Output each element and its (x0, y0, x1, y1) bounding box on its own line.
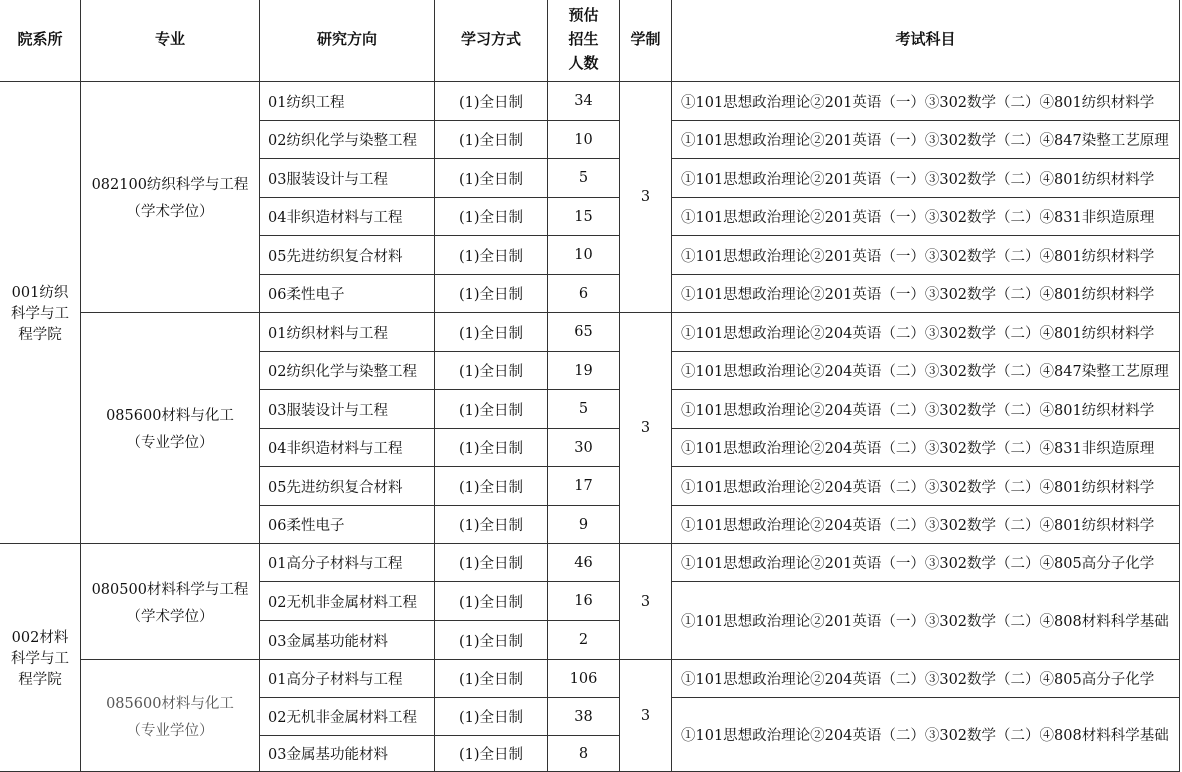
header-mode: 学习方式 (435, 0, 548, 82)
major-cell (81, 660, 260, 772)
mode-cell: (1)全日制 (435, 506, 548, 544)
major-name: 082100纺织科学与工程 (91, 177, 249, 193)
quota-cell: 106 (548, 660, 620, 698)
mode-cell: (1)全日制 (435, 544, 548, 582)
major-name: 080500材料科学与工程 (91, 581, 249, 598)
table-row (0, 313, 1180, 352)
quota-cell: 34 (548, 82, 620, 121)
major-cell (81, 544, 260, 660)
college-name-line3: 程学院 (18, 327, 62, 343)
table-row (0, 544, 1180, 582)
quota-cell: 5 (548, 159, 620, 198)
quota-cell: 46 (548, 544, 620, 582)
years-cell: 3 (620, 82, 672, 313)
exam-cell: ①101思想政治理论②201英语（一）③302数学（二）④801纺织材料学 (672, 82, 1180, 121)
mode-cell: (1)全日制 (435, 467, 548, 506)
quota-cell: 30 (548, 429, 620, 467)
major-cell (81, 313, 260, 544)
direction-cell: 06柔性电子 (260, 275, 435, 313)
quota-cell: 10 (548, 121, 620, 159)
quota-cell: 19 (548, 352, 620, 390)
header-row (0, 0, 1180, 82)
direction-cell: 04非织造材料与工程 (260, 429, 435, 467)
exam-cell: ①101思想政治理论②204英语（二）③302数学（二）④801纺织材料学 (672, 467, 1180, 506)
mode-cell: (1)全日制 (435, 121, 548, 159)
header-quota-line1: 预估 (568, 6, 599, 24)
quota-cell: 6 (548, 275, 620, 313)
mode-cell: (1)全日制 (435, 198, 548, 236)
quota-cell: 5 (548, 390, 620, 429)
quota-cell: 8 (548, 736, 620, 772)
header-college: 院系所 (0, 0, 81, 82)
header-direction: 研究方向 (260, 0, 435, 82)
direction-cell: 01高分子材料与工程 (260, 544, 435, 582)
major-degree: （专业学位） (126, 435, 214, 451)
quota-cell: 17 (548, 467, 620, 506)
college-name-line2: 科学与工 (11, 651, 69, 667)
mode-cell: (1)全日制 (435, 429, 548, 467)
exam-cell: ①101思想政治理论②201英语（一）③302数学（二）④801纺织材料学 (672, 159, 1180, 198)
major-cell (81, 82, 260, 313)
table-row (0, 660, 1180, 698)
exam-cell: ①101思想政治理论②204英语（二）③302数学（二）④801纺织材料学 (672, 506, 1180, 544)
direction-cell: 03金属基功能材料 (260, 621, 435, 660)
header-years: 学制 (620, 0, 672, 82)
college-name-line1: 001纺织 (11, 285, 69, 301)
direction-cell: 04非织造材料与工程 (260, 198, 435, 236)
mode-cell: (1)全日制 (435, 159, 548, 198)
major-degree: （学术学位） (126, 204, 214, 220)
mode-cell: (1)全日制 (435, 82, 548, 121)
header-major: 专业 (81, 0, 260, 82)
mode-cell: (1)全日制 (435, 352, 548, 390)
years-cell: 3 (620, 660, 672, 772)
header-quota-line2: 招生 (568, 30, 599, 48)
quota-cell: 10 (548, 236, 620, 275)
direction-cell: 01高分子材料与工程 (260, 660, 435, 698)
major-name: 085600材料与化工 (106, 408, 234, 424)
exam-cell: ①101思想政治理论②204英语（二）③302数学（二）④805高分子化学 (672, 660, 1180, 698)
college-cell (0, 82, 81, 544)
header-quota (548, 0, 620, 82)
direction-cell: 01纺织材料与工程 (260, 313, 435, 352)
exam-cell: ①101思想政治理论②204英语（二）③302数学（二）④847染整工艺原理 (672, 352, 1180, 390)
mode-cell: (1)全日制 (435, 660, 548, 698)
college-cell (0, 544, 81, 772)
quota-cell: 9 (548, 506, 620, 544)
direction-cell: 02无机非金属材料工程 (260, 582, 435, 621)
direction-cell: 06柔性电子 (260, 506, 435, 544)
exam-cell: ①101思想政治理论②201英语（一）③302数学（二）④805高分子化学 (672, 544, 1180, 582)
college-name-line1: 002材料 (11, 630, 69, 646)
mode-cell: (1)全日制 (435, 236, 548, 275)
mode-cell: (1)全日制 (435, 736, 548, 772)
years-cell: 3 (620, 313, 672, 544)
exam-cell: ①101思想政治理论②201英语（一）③302数学（二）④801纺织材料学 (672, 275, 1180, 313)
header-exam: 考试科目 (672, 0, 1180, 82)
exam-cell: ①101思想政治理论②204英语（二）③302数学（二）④831非织造原理 (672, 429, 1180, 467)
quota-cell: 38 (548, 698, 620, 736)
direction-cell: 05先进纺织复合材料 (260, 467, 435, 506)
exam-cell: ①101思想政治理论②201英语（一）③302数学（二）④801纺织材料学 (672, 236, 1180, 275)
college-name-line3: 程学院 (18, 672, 62, 688)
exam-cell: ①101思想政治理论②201英语（一）③302数学（二）④808材料科学基础 (672, 582, 1180, 660)
mode-cell: (1)全日制 (435, 582, 548, 621)
mode-cell: (1)全日制 (435, 698, 548, 736)
major-degree: （学术学位） (126, 608, 214, 625)
exam-cell: ①101思想政治理论②204英语（二）③302数学（二）④808材料科学基础 (672, 698, 1180, 772)
header-quota-line3: 人数 (568, 54, 599, 72)
major-name: 085600材料与化工 (106, 695, 234, 712)
quota-cell: 65 (548, 313, 620, 352)
mode-cell: (1)全日制 (435, 275, 548, 313)
college-name-line2: 科学与工 (11, 306, 69, 322)
direction-cell: 02无机非金属材料工程 (260, 698, 435, 736)
major-degree: （专业学位） (126, 722, 214, 739)
exam-cell: ①101思想政治理论②201英语（一）③302数学（二）④847染整工艺原理 (672, 121, 1180, 159)
direction-cell: 03服装设计与工程 (260, 390, 435, 429)
direction-cell: 02纺织化学与染整工程 (260, 121, 435, 159)
mode-cell: (1)全日制 (435, 621, 548, 660)
quota-cell: 2 (548, 621, 620, 660)
exam-cell: ①101思想政治理论②201英语（一）③302数学（二）④831非织造原理 (672, 198, 1180, 236)
direction-cell: 03金属基功能材料 (260, 736, 435, 772)
mode-cell: (1)全日制 (435, 390, 548, 429)
exam-cell: ①101思想政治理论②204英语（二）③302数学（二）④801纺织材料学 (672, 313, 1180, 352)
quota-cell: 16 (548, 582, 620, 621)
direction-cell: 03服装设计与工程 (260, 159, 435, 198)
quota-cell: 15 (548, 198, 620, 236)
exam-cell: ①101思想政治理论②204英语（二）③302数学（二）④801纺织材料学 (672, 390, 1180, 429)
direction-cell: 01纺织工程 (260, 82, 435, 121)
mode-cell: (1)全日制 (435, 313, 548, 352)
direction-cell: 05先进纺织复合材料 (260, 236, 435, 275)
years-cell: 3 (620, 544, 672, 660)
direction-cell: 02纺织化学与染整工程 (260, 352, 435, 390)
table-row (0, 82, 1180, 121)
